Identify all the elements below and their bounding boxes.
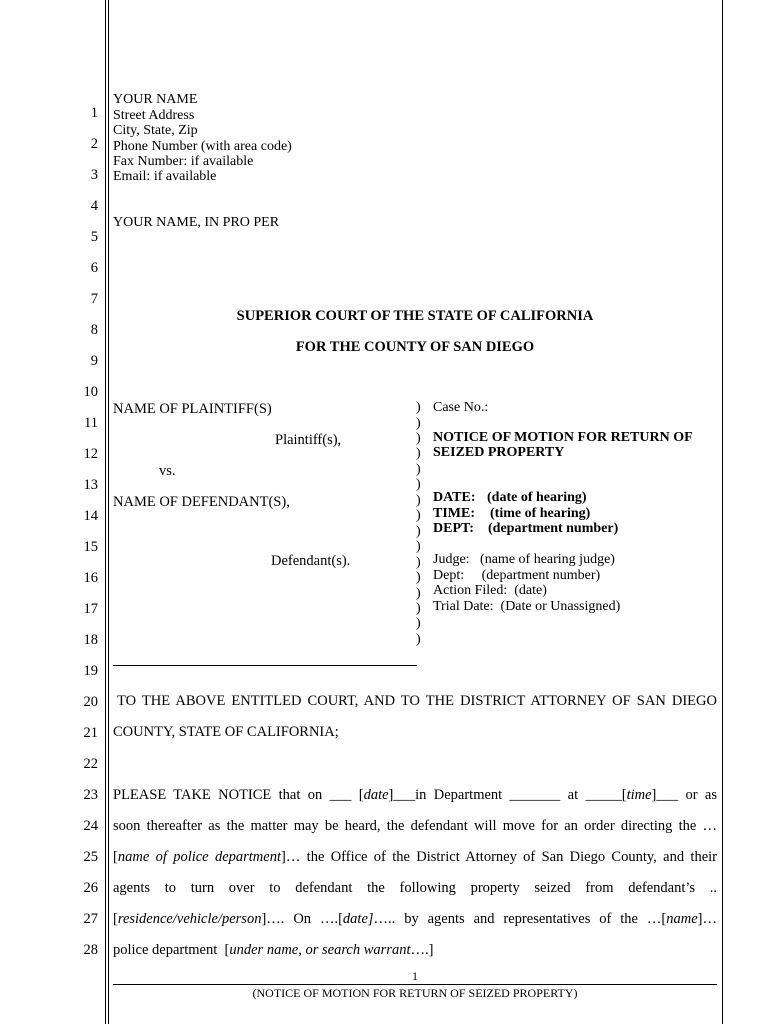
attorney-phone: Phone Number (with area code): [113, 139, 292, 154]
line-number: 4: [90, 198, 98, 214]
caption-paren: ): [416, 616, 421, 631]
left-margin-rule-inner: [108, 0, 109, 1024]
line-number: 7: [90, 291, 98, 307]
line-number: 12: [83, 446, 98, 462]
action-filed-line: Action Filed: (date): [433, 583, 547, 598]
caption-underline: [113, 665, 417, 666]
caption-paren: ): [416, 462, 421, 477]
body-line-27-e: ….. by agents and representatives of the …[: [373, 911, 667, 927]
caption-paren: ): [416, 570, 421, 585]
line-number: 13: [83, 477, 98, 493]
caption-paren: ): [416, 508, 421, 523]
caption-paren: ): [416, 416, 421, 431]
hearing-date-value: (date of hearing): [487, 490, 587, 505]
caption-paren: ): [416, 586, 421, 601]
page-number: 1: [412, 969, 418, 983]
body-line-28-a: police department [: [113, 942, 230, 958]
body-line-27-name: name: [666, 911, 698, 927]
line-number: 25: [83, 849, 98, 865]
body-line-26: agents to turn over to defendant the following property seized from defendant’s ..: [113, 880, 717, 896]
body-line-27-location: residence/vehicle/person: [117, 911, 262, 927]
line-number: 23: [83, 787, 98, 803]
caption-paren: ): [416, 539, 421, 554]
body-line-27-g: ]…: [697, 911, 717, 927]
body-line-23-e: ]___ or as: [651, 787, 718, 803]
caption-paren: ): [416, 446, 421, 461]
line-number: 22: [83, 756, 98, 772]
footer-title: (NOTICE OF MOTION FOR RETURN OF SEIZED PROPERTY): [252, 986, 578, 1000]
court-title-line2: FOR THE COUNTY OF SAN DIEGO: [295, 339, 535, 355]
defendant-role: Defendant(s).: [271, 553, 351, 569]
document-title-line2: SEIZED PROPERTY: [433, 445, 565, 460]
caption-paren: ): [416, 632, 421, 647]
line-number: 10: [83, 384, 98, 400]
line-number: 26: [83, 880, 98, 896]
line-number: 11: [84, 415, 98, 431]
line-number: 6: [90, 260, 98, 276]
hearing-dept-value: (department number): [488, 521, 619, 536]
address-line-2: COUNTY, STATE OF CALIFORNIA;: [113, 724, 339, 740]
body-line-27-c: ]…. On ….[: [261, 911, 343, 927]
judge-line: Judge: (name of hearing judge): [433, 552, 615, 567]
body-line-23-a: PLEASE TAKE NOTICE that on ___ [: [113, 787, 364, 803]
hearing-dept-label: DEPT:: [433, 521, 474, 536]
hearing-time-value: (time of hearing): [490, 506, 591, 521]
court-title-line1: SUPERIOR COURT OF THE STATE OF CALIFORNIA: [236, 308, 594, 324]
caption-paren: ): [416, 431, 421, 446]
pro-per-line: YOUR NAME, IN PRO PER: [113, 215, 280, 230]
defendant-name: NAME OF DEFENDANT(S),: [113, 494, 290, 510]
plaintiff-role: Plaintiff(s),: [275, 432, 342, 448]
left-margin-rule-outer: [105, 0, 106, 1024]
case-number-label: Case No.:: [433, 400, 489, 415]
body-line-27: [113, 912, 717, 927]
line-number: 15: [83, 539, 98, 555]
caption-paren: ): [416, 601, 421, 616]
body-line-27-date: date]: [342, 911, 374, 927]
line-number: 18: [83, 632, 98, 648]
body-line-23: [113, 788, 717, 803]
line-number: 27: [83, 911, 98, 927]
line-number: 1: [90, 105, 98, 121]
body-line-28-warrant: under name, or search warrant: [229, 942, 411, 958]
body-line-23-time: time: [626, 787, 652, 803]
line-number: 3: [90, 167, 98, 183]
plaintiff-name: NAME OF PLAINTIFF(S): [113, 401, 272, 417]
document-title-line1: NOTICE OF MOTION FOR RETURN OF: [433, 430, 693, 445]
hearing-time-label: TIME:: [433, 506, 475, 521]
body-line-27-a: [: [113, 911, 118, 927]
attorney-name: YOUR NAME: [113, 92, 198, 107]
body-line-25-police: name of police department: [117, 849, 281, 865]
caption-paren: ): [416, 477, 421, 492]
line-number: 28: [83, 942, 98, 958]
caption-paren: ): [416, 493, 421, 508]
line-number: 9: [90, 353, 98, 369]
attorney-email: Email: if available: [113, 169, 217, 184]
body-line-25: [113, 850, 717, 865]
line-number: 20: [83, 694, 98, 710]
caption-paren: ): [416, 524, 421, 539]
line-number: 21: [83, 725, 98, 741]
caption-paren: ): [416, 400, 421, 415]
body-line-25-a: [: [113, 849, 118, 865]
line-number: 24: [83, 818, 98, 834]
line-number: 19: [83, 663, 98, 679]
attorney-city-state-zip: City, State, Zip: [113, 123, 198, 138]
right-margin-rule: [722, 0, 723, 1024]
body-line-24: soon thereafter as the matter may be heard, the defendant will move for an order directing the …: [113, 818, 717, 834]
line-number: 16: [83, 570, 98, 586]
line-number: 2: [90, 136, 98, 152]
hearing-date-label: DATE:: [433, 490, 476, 505]
line-number: 8: [90, 322, 98, 338]
line-number: 14: [83, 508, 98, 524]
attorney-fax: Fax Number: if available: [113, 154, 254, 169]
dept-line: Dept: (department number): [433, 568, 601, 583]
footer-rule: [113, 984, 717, 985]
versus: vs.: [159, 463, 176, 479]
body-line-23-date: date: [363, 787, 389, 803]
body-line-28-c: ….]: [410, 942, 434, 958]
body-line-23-c: ]___in Department _______ at _____[: [388, 787, 627, 803]
address-line-1: TO THE ABOVE ENTITLED COURT, AND TO THE DISTRICT ATTORNEY OF SAN DIEGO: [117, 693, 717, 709]
body-line-25-c: ]… the Office of the District Attorney of San Diego County, and their: [281, 849, 717, 865]
caption-paren: ): [416, 555, 421, 570]
body-line-28: [113, 943, 717, 958]
line-number: 5: [90, 229, 98, 245]
trial-date-line: Trial Date: (Date or Unassigned): [433, 599, 621, 614]
line-number: 17: [83, 601, 98, 617]
attorney-address: Street Address: [113, 108, 195, 123]
